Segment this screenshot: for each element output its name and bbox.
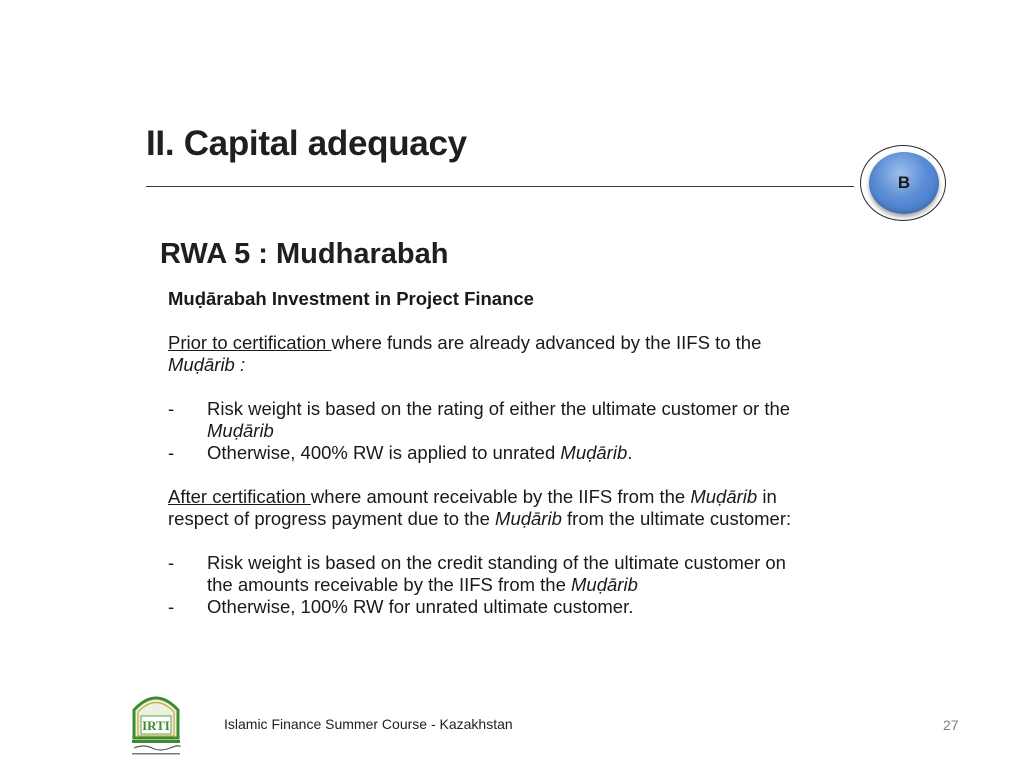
slide-body	[168, 288, 908, 618]
section-badge	[869, 152, 939, 214]
paragraph-after-certification: After certification where amount receivable by the IIFS from the Muḍārib in respect of progress payment due to the Muḍārib from the ultimate customer:	[168, 486, 792, 529]
mudarib-term: Muḍārib	[495, 508, 562, 529]
section-badge-label: B	[897, 173, 911, 192]
logo-wordmark: IRTI	[142, 718, 170, 733]
title-divider	[146, 186, 854, 187]
footer-course-title: Islamic Finance Summer Course - Kazakhstan	[224, 716, 513, 732]
mudarib-term: Muḍārib	[560, 442, 628, 463]
paragraph-prior-certification: Prior to certification where funds are already advanced by the IIFS to the Muḍārib :	[168, 332, 762, 375]
bullet-item: - Risk weight is based on the credit standing of the ultimate customer on the amounts receivable by the IIFS from the Muḍārib	[168, 552, 786, 595]
bullet-item: - Otherwise, 400% RW is applied to unrated Muḍārib.	[168, 442, 633, 463]
page-number: 27	[943, 717, 959, 733]
irti-logo	[128, 690, 184, 760]
mudarib-term: Muḍārib :	[168, 354, 246, 375]
bullet-item: - Risk weight is based on the rating of either the ultimate customer or the Muḍārib	[168, 398, 791, 441]
slide-title: II. Capital adequacy	[146, 124, 467, 163]
section-heading: Muḍārabah Investment in Project Finance	[168, 288, 534, 309]
after-certification-label: After certification	[168, 486, 311, 507]
prior-certification-label: Prior to certification	[168, 332, 332, 353]
slide-subtitle: RWA 5 : Mudharabah	[160, 238, 449, 270]
mudarib-term: Muḍārib	[207, 420, 274, 441]
mudarib-term: Muḍārib	[571, 574, 638, 595]
bullet-item: - Otherwise, 100% RW for unrated ultimate customer.	[168, 596, 634, 617]
mudarib-term: Muḍārib	[690, 486, 758, 507]
